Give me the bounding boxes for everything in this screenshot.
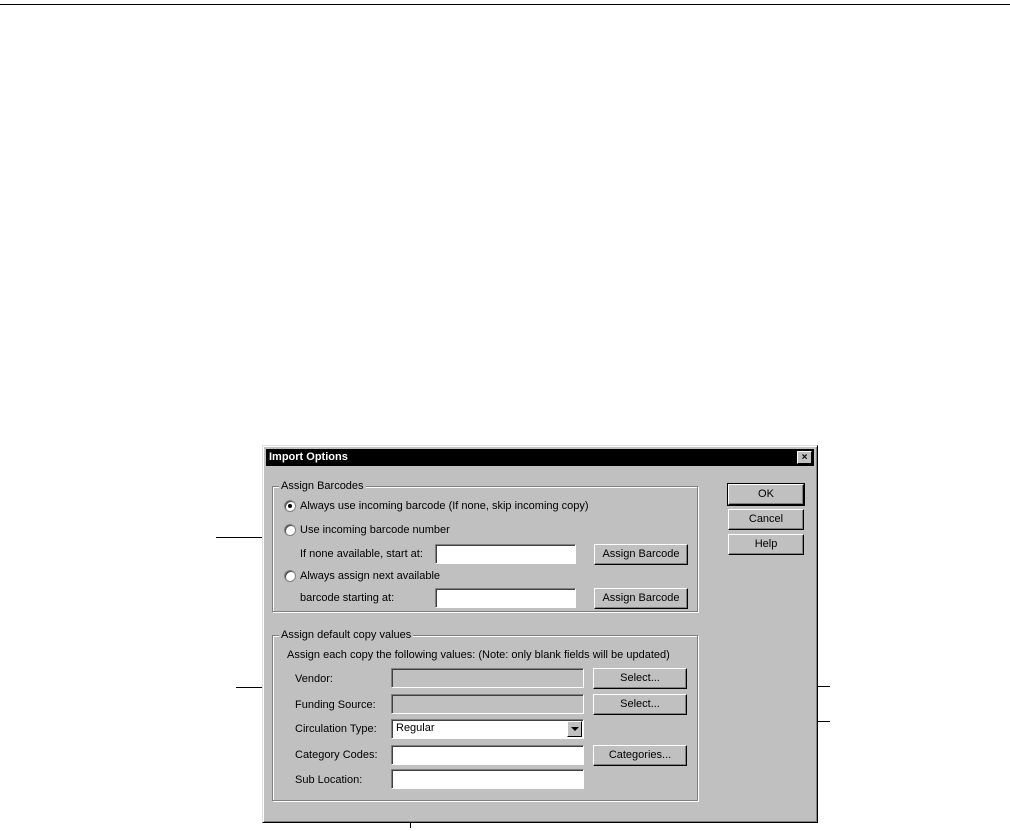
label-funding-source: Funding Source: <box>295 699 376 711</box>
copy-values-title: Assign default copy values <box>281 629 412 641</box>
label-use-incoming-number: Use incoming barcode number <box>300 524 450 536</box>
vendor-field[interactable] <box>391 668 584 688</box>
funding-source-field[interactable] <box>391 694 584 714</box>
dialog-titlebar <box>266 449 814 466</box>
assign-barcode-button-2[interactable]: Assign Barcode <box>594 588 688 609</box>
assign-barcode-button-1[interactable]: Assign Barcode <box>594 544 688 565</box>
ok-button[interactable]: OK <box>728 484 804 505</box>
label-vendor: Vendor: <box>295 673 333 685</box>
label-category-codes: Category Codes: <box>295 749 378 761</box>
copy-values-note: Assign each copy the following values: (Note: only blank fields will be updated) <box>287 649 670 661</box>
close-icon[interactable]: × <box>797 451 812 464</box>
circulation-type-value: Regular <box>396 722 435 734</box>
radio-always-next[interactable] <box>284 570 296 582</box>
page-top-rule <box>0 4 1010 5</box>
sub-location-input[interactable] <box>391 769 584 789</box>
if-none-start-input[interactable] <box>435 544 576 564</box>
copy-values-group <box>272 629 698 801</box>
help-button[interactable]: Help <box>728 534 804 555</box>
barcode-starting-input[interactable] <box>435 588 576 608</box>
label-if-none-available: If none available, start at: <box>300 548 423 560</box>
label-always-next: Always assign next available <box>300 570 441 582</box>
cancel-button[interactable]: Cancel <box>728 509 804 530</box>
circulation-type-select[interactable] <box>391 719 584 739</box>
select-funding-button[interactable]: Select... <box>593 694 687 715</box>
radio-use-incoming-number[interactable] <box>284 524 296 536</box>
label-circulation-type: Circulation Type: <box>295 723 377 735</box>
label-sub-location: Sub Location: <box>295 774 363 786</box>
category-codes-input[interactable] <box>391 745 584 765</box>
label-always-incoming: Always use incoming barcode (If none, skip incoming copy) <box>300 500 589 512</box>
assign-barcodes-group <box>272 480 698 612</box>
import-options-dialog <box>262 445 818 823</box>
radio-always-incoming[interactable] <box>284 500 296 512</box>
chevron-down-icon[interactable] <box>567 721 582 737</box>
select-vendor-button[interactable]: Select... <box>593 668 687 689</box>
dialog-title: Import Options <box>269 451 348 463</box>
assign-barcodes-title: Assign Barcodes <box>281 480 364 492</box>
categories-button[interactable]: Categories... <box>593 745 687 766</box>
label-barcode-starting: barcode starting at: <box>300 592 395 604</box>
